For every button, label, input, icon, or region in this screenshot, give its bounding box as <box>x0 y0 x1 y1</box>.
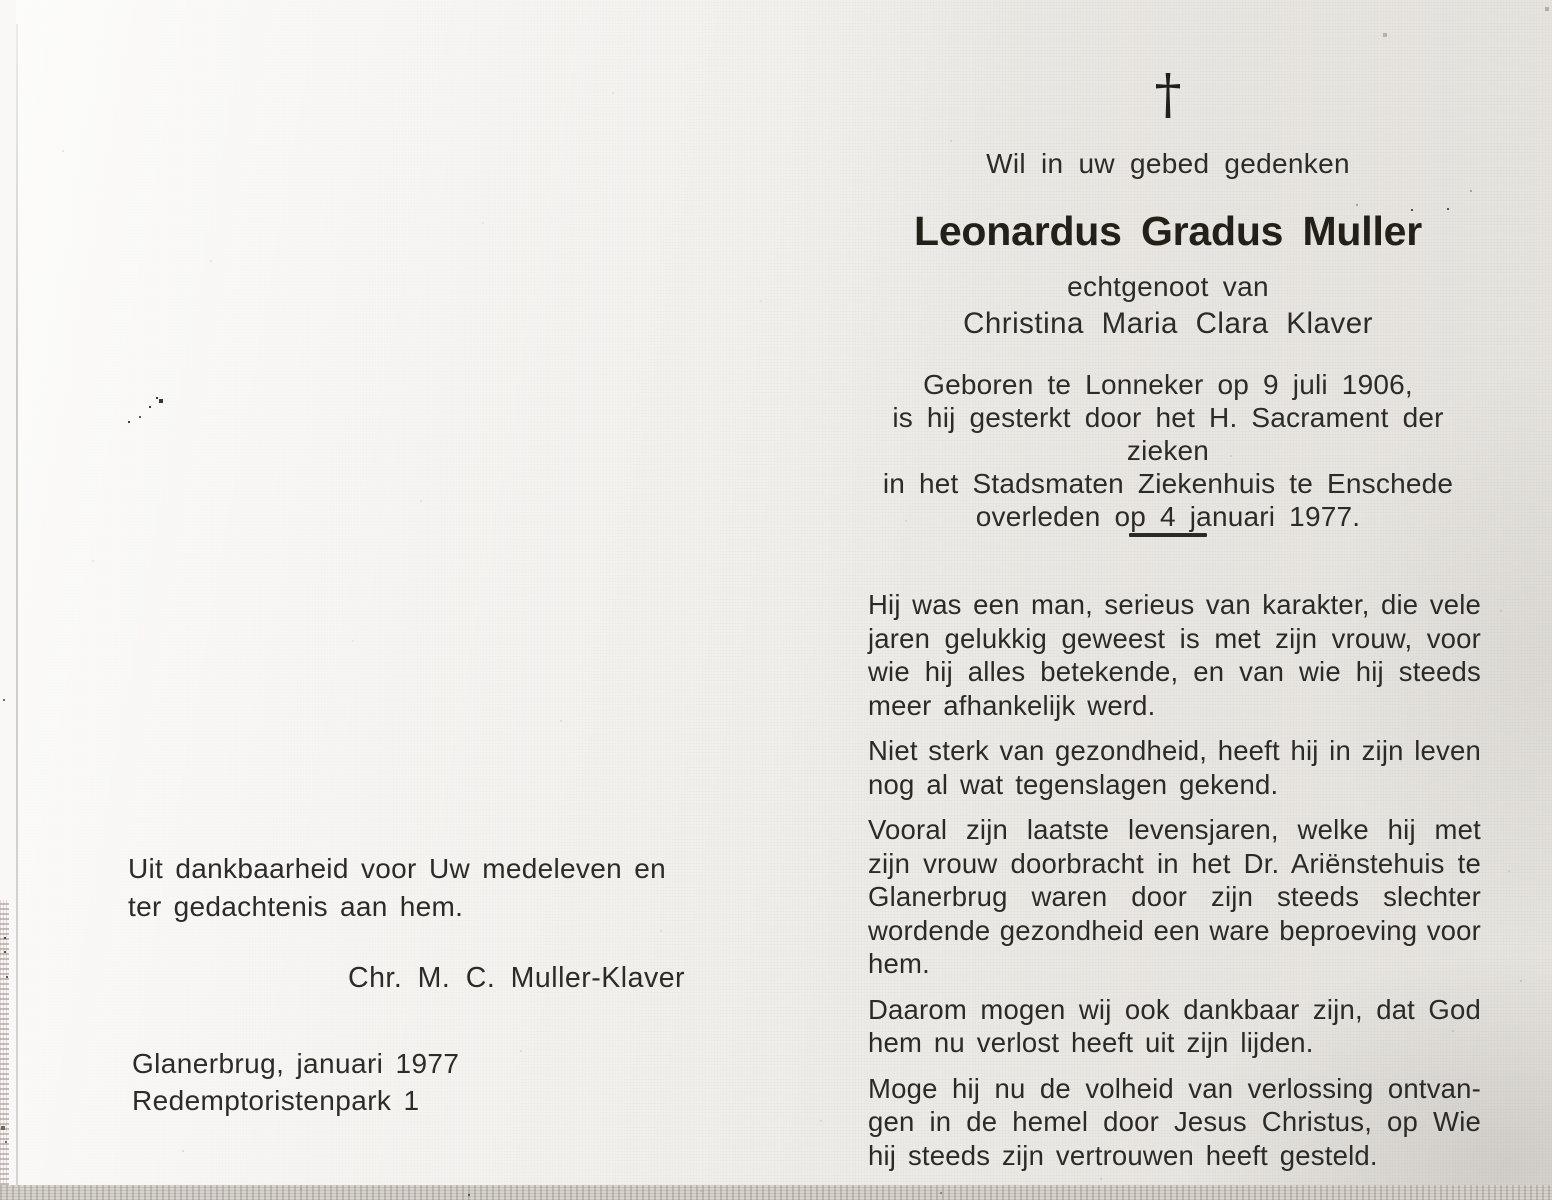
deceased-name: Leonardus Gradus Muller <box>913 208 1423 254</box>
divider-rule <box>1129 533 1207 537</box>
place-and-date: Glanerbrug, januari 1977 <box>132 1048 460 1079</box>
scan-edge-noise <box>0 900 9 1200</box>
memorial-line: meer afhankelijk werd. <box>868 689 1156 721</box>
memorial-line: wie hij alles betekende, en van wie hij steeds <box>868 656 1481 687</box>
memorial-line: hem nu verlost heeft uit zijn lijden. <box>868 1027 1314 1058</box>
memorial-paragraph <box>868 813 1481 981</box>
memorial-line: jaren gelukkig geweest is met zijn vrouw, voor <box>868 622 1481 654</box>
memorial-line: hij steeds zijn vertrouwen heeft gesteld. <box>868 1139 1378 1171</box>
memorial-line: gen in de hemel door Jesus Christus, op Wie <box>868 1106 1481 1137</box>
card-fold-line <box>16 24 18 1200</box>
prayer-request-line: Wil in uw gebed gedenken <box>986 148 1350 179</box>
memorial-line: Moge hij nu de volheid van verlossing ontvan- <box>868 1072 1481 1104</box>
life-summary-line: overleden op 4 januari 1977. <box>975 501 1361 532</box>
life-summary <box>856 368 1480 533</box>
signature: Chr. M. C. Muller-Klaver <box>348 962 686 994</box>
relation-line: echtgenoot van <box>1067 271 1269 302</box>
cross-icon: † <box>1154 63 1182 126</box>
acknowledgement-line: Uit dankbaarheid voor Uw medeleven en <box>128 853 666 884</box>
memorial-paragraph <box>868 588 1481 722</box>
memorial-line: Glanerbrug waren door zijn steeds slechter <box>868 881 1481 912</box>
memorial-line: wordende gezondheid een ware beproeving voor <box>868 914 1481 946</box>
memorial-paragraph <box>868 734 1481 801</box>
memorial-line: Niet sterk van gezondheid, heeft hij in zijn leven <box>868 735 1481 766</box>
memorial-line: Daarom mogen wij ook dankbaar zijn, dat God <box>868 993 1481 1025</box>
card-right-page <box>856 0 1480 1200</box>
memorial-line: Hij was een man, serieus van karakter, die vele <box>868 589 1481 620</box>
memorial-paragraph <box>868 993 1481 1060</box>
memorial-line: zijn vrouw doorbracht in het Dr. Ariënstehuis te <box>868 847 1481 879</box>
scan-noise-specks-faint <box>0 0 2 2</box>
memorial-paragraph <box>868 1072 1481 1173</box>
acknowledgement-line: ter gedachtenis aan hem. <box>128 891 464 922</box>
life-summary-line: Geboren te Lonneker op 9 juli 1906, <box>923 369 1413 400</box>
spouse-name: Christina Maria Clara Klaver <box>963 307 1373 340</box>
memorial-line: hem. <box>868 948 930 979</box>
memorial-text <box>868 588 1481 1184</box>
life-summary-line: in het Stadsmaten Ziekenhuis te Enschede <box>882 468 1454 499</box>
address: Redemptoristenpark 1 <box>132 1085 420 1116</box>
memorial-line: Vooral zijn laatste levensjaren, welke hij met <box>868 814 1481 845</box>
memorial-line: nog al wat tegenslagen gekend. <box>868 768 1279 800</box>
life-summary-line: is hij gesterkt door het H. Sacrament der zieken <box>892 402 1444 466</box>
